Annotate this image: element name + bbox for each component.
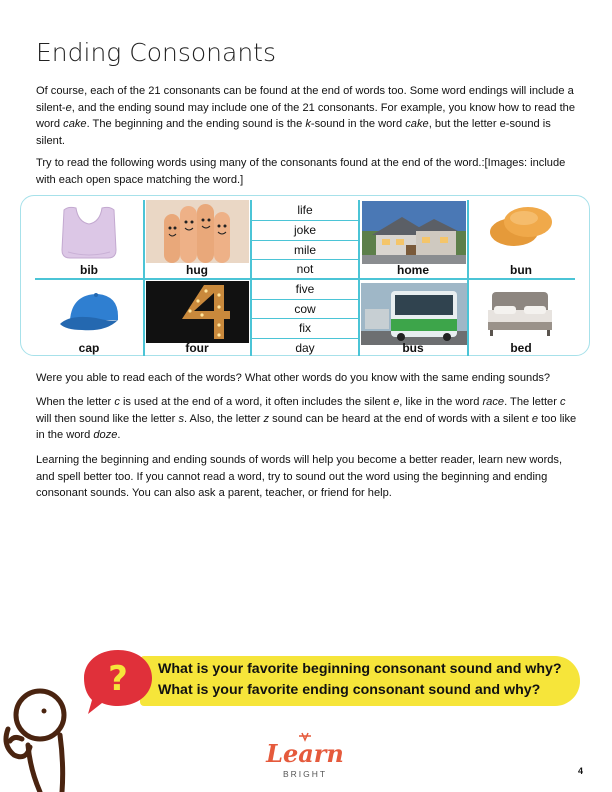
page-number: 4 [578,766,584,776]
grid-divider [251,259,359,260]
label-bus: bus [402,341,424,355]
page-title: Ending Consonants [36,38,277,67]
label-bed: bed [510,341,532,355]
grid-divider [467,200,469,356]
logo-learn-text: Learn [266,739,344,768]
bib-image [58,204,120,260]
grid-divider [251,318,359,319]
word-fix: fix [299,321,311,335]
question-paragraph: Were you able to read each of the words? What other words do you know with the same ending sounds? [36,372,551,384]
word-cow: cow [294,302,316,316]
label-cap: cap [78,341,100,355]
four-image [146,281,249,343]
cap-image [56,290,124,336]
grid-divider [251,240,359,241]
silent-e-paragraph: When the letter c is used at the end of a word, it often includes the silent e, like in the word race. The letter c will then sound like the letter s. Also, the letter z sound can be heard at the end of words with a silent e too like in the word doze. [36,396,577,441]
word-life: life [297,203,313,217]
grid-divider [35,278,575,280]
bus-image [361,283,467,345]
grid-divider [143,200,145,356]
question-mark: ? [108,659,128,699]
word-joke: joke [293,223,316,237]
word-not: not [296,262,314,276]
label-four: four [185,341,209,355]
question-bubble-icon [78,644,158,724]
label-bun: bun [510,263,532,277]
bed-image [484,290,556,338]
word-five: five [295,282,315,296]
hug-image [146,200,249,263]
instruction-paragraph: Try to read the following words using many of the consonants found at the end of the word.:[Images: include with each open space matching the word.] [36,157,566,186]
intro-paragraph: Of course, each of the 21 consonants can be found at the end of words too. Some word endings will include a silent-e, and the ending sound may include one of the 21 consonants. For example, you know how to read the word cake. The beginning and the ending sound is the k-sound in the word cake, but the letter e-sound is silent. [36,85,576,147]
home-image [362,201,466,264]
banner-question-1: What is your favorite beginning consonant sound and why? [158,661,562,677]
label-hug: hug [186,263,208,277]
bun-image [484,202,556,250]
learn-bright-logo [255,732,355,782]
learning-paragraph: Learning the beginning and ending sounds of words will help you become a better reader, learn new words, and spell better too. If you cannot read a word, try to sound out the word using the beginning and ending consonant sounds. You can also ask a parent, teacher, or friend for help. [36,454,563,499]
grid-divider [251,220,359,221]
word-day: day [295,341,315,355]
label-home: home [396,263,429,277]
thinking-figure-icon [0,685,90,792]
grid-divider [251,299,359,300]
logo-bright-text: BRIGHT [282,769,328,779]
banner-question-2: What is your favorite ending consonant sound and why? [158,682,541,698]
label-bib: bib [80,263,98,277]
word-mile: mile [293,243,316,257]
grid-divider [251,338,359,339]
